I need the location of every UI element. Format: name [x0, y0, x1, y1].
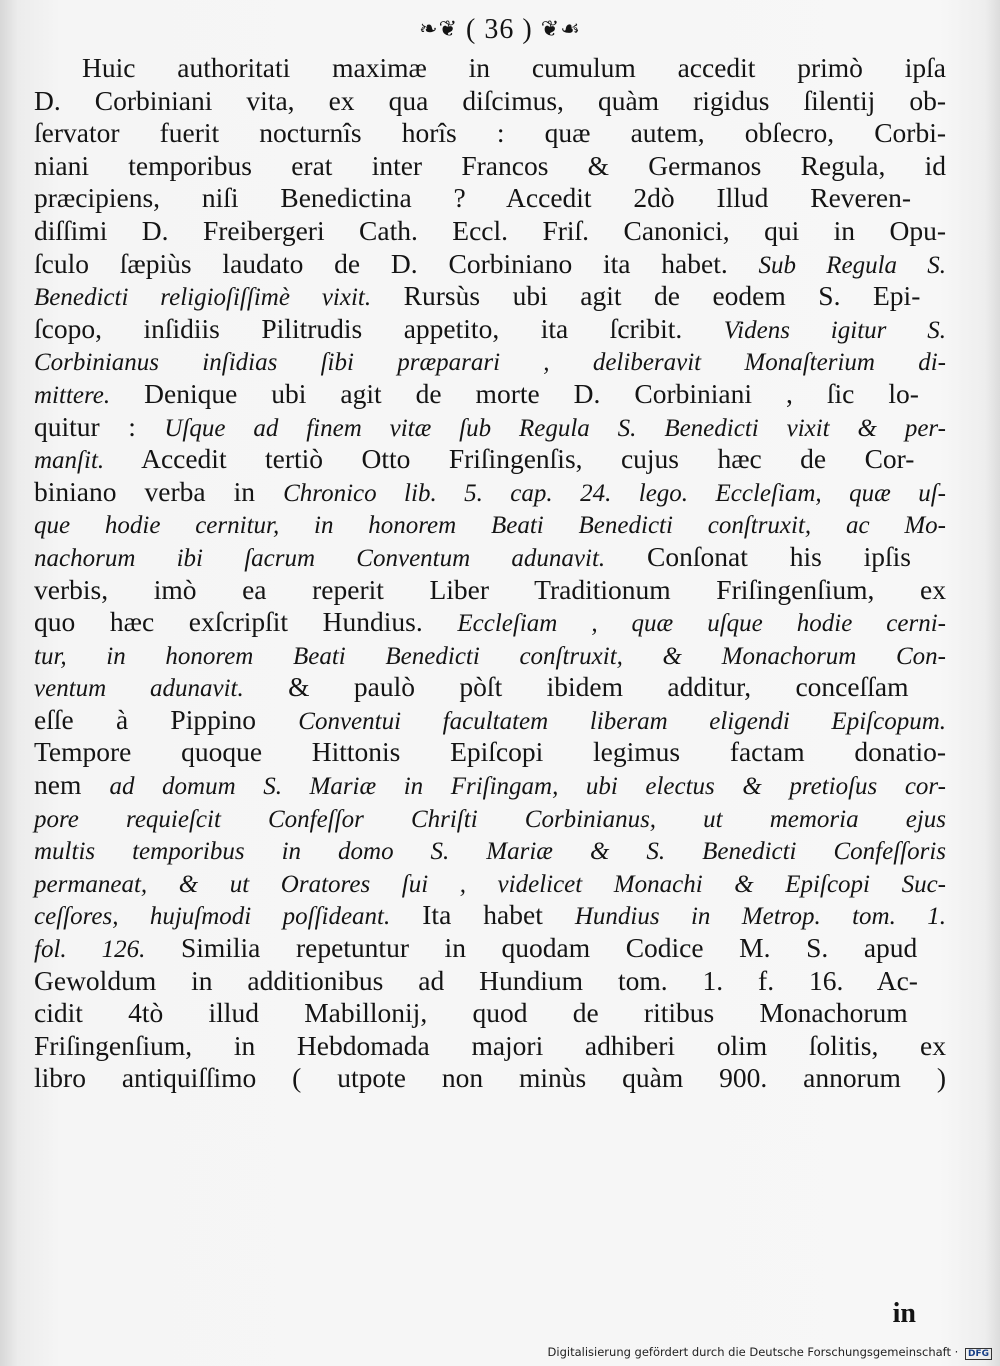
text-segment: & paulò pòſt ibidem additur, conceſſam — [243, 671, 909, 703]
text-line — [34, 150, 946, 183]
page-number: ( 36 ) — [466, 14, 533, 45]
text-segment: ſervator fuerit nocturnîs horîs : quæ autem, obſecro, Corbi- — [34, 117, 946, 149]
text-segment: Huic authoritati maximæ in cumulum accedit primò ipſa — [82, 52, 946, 83]
text-line — [34, 997, 946, 1030]
text-line — [34, 671, 946, 704]
italic-segment: mittere. — [34, 381, 111, 409]
text-line — [34, 606, 946, 639]
italic-segment: fol. 126. — [34, 936, 146, 964]
italic-segment: ventum adunavit. — [34, 675, 244, 703]
italic-segment: ceſſores, hujuſmodi poſſideant. — [34, 903, 391, 931]
left-ornament-icon: ❧❦ — [419, 17, 459, 42]
text-line — [34, 378, 946, 411]
text-line — [34, 541, 946, 574]
text-line — [34, 1030, 946, 1063]
text-segment: Rursùs ubi agit de eodem S. Epi- — [371, 280, 921, 312]
text-line — [34, 508, 946, 541]
text-segment: ſculo ſæpiùs laudato de D. Corbiniano ita habet. — [34, 247, 759, 279]
italic-segment: Benedicti religioſiſſimè vixit. — [34, 284, 372, 312]
text-segment: Friſingenſium, in Hebdomada majori adhiberi olim ſolitis, ex — [34, 1029, 946, 1061]
text-segment: quitur : — [34, 410, 165, 442]
text-line — [34, 867, 946, 900]
italic-segment: nachorum ibi ſacrum Conventum adunavit. — [34, 544, 606, 572]
text-segment: verbis, imò ea reperit Liber Traditionum Friſingenſium, ex — [34, 573, 946, 605]
italic-segment: ad domum S. Mariæ in Friſingam, ubi electus & pretioſus cor- — [109, 773, 946, 801]
text-line — [34, 769, 946, 802]
text-segment: Tempore quoque Hittonis Epiſcopi legimus factam donatio- — [34, 736, 946, 768]
text-line — [34, 85, 946, 118]
text-line — [34, 345, 946, 378]
text-line — [34, 117, 946, 150]
text-segment: libro antiquiſſimo ( utpote non minùs quàm 900. annorum ) — [34, 1062, 946, 1094]
italic-segment: Videns igitur S. — [723, 316, 946, 344]
text-line — [34, 215, 946, 248]
text-segment: Ita habet — [390, 899, 575, 931]
text-line — [34, 280, 946, 313]
text-segment: cidit 4tò illud Mabillonij, quod de ritibus Monachorum — [34, 997, 908, 1029]
text-line — [34, 834, 946, 867]
digitization-credit — [548, 1345, 992, 1360]
italic-segment: que hodie cernitur, in honorem Beati Benedicti conſtruxit, ac Mo- — [34, 512, 946, 540]
italic-segment: Hundius in Metrop. tom. 1. — [574, 903, 947, 931]
text-segment: D. Corbiniani vita, ex qua diſcimus, quàm rigidus ſilentij ob- — [34, 84, 946, 116]
text-line — [34, 899, 946, 932]
text-line — [34, 704, 946, 737]
text-segment: Gewoldum in additionibus ad Hundium tom. 1. f. 16. Ac- — [34, 964, 918, 996]
italic-segment: manſit. — [34, 447, 105, 475]
italic-segment: Chronico lib. 5. cap. 24. lego. Eccleſiam, quæ uſ- — [283, 479, 946, 507]
text-segment: nem — [34, 769, 110, 801]
italic-segment: Corbinianus inſidias ſibi præparari , deliberavit Monaſterium di- — [34, 349, 946, 377]
text-segment: biniano verba in — [34, 475, 284, 507]
text-line — [34, 182, 946, 215]
text-segment: Denique ubi agit de morte D. Corbiniani , ſic lo- — [110, 377, 919, 409]
italic-segment: Uſque ad finem vitæ ſub Regula S. Benedicti vixit & per- — [164, 414, 946, 442]
dfg-logo: DFG — [965, 1348, 992, 1360]
text-line — [34, 313, 946, 346]
text-line — [34, 736, 946, 769]
text-line — [34, 965, 946, 998]
text-line — [34, 1062, 946, 1095]
italic-segment: Eccleſiam , quæ uſque hodie cerni- — [457, 610, 946, 638]
italic-segment: Sub Regula S. — [758, 251, 946, 279]
italic-segment: tur, in honorem Beati Benedicti conſtruxit, & Monachorum Con- — [34, 642, 946, 670]
right-ornament-icon: ❦☙ — [540, 17, 581, 42]
text-line — [34, 443, 946, 476]
text-segment: præcipiens, niſi Benedictina ? Accedit 2dò Illud Reveren- — [34, 182, 912, 214]
text-segment: eſſe à Pippino — [34, 703, 299, 735]
text-segment: Conſonat his ipſis — [605, 540, 912, 572]
text-segment: diſſimi D. Freibergeri Cath. Eccl. Friſ. Canonici, qui in Opu- — [34, 214, 946, 246]
catchword: in — [892, 1298, 916, 1329]
text-line — [34, 639, 946, 672]
text-line — [34, 932, 946, 965]
text-line — [34, 248, 946, 281]
text-line — [34, 476, 946, 509]
body-text — [34, 52, 946, 1095]
text-segment: quo hæc exſcripſit Hundius. — [34, 606, 458, 638]
text-segment: ſcopo, inſidiis Pilitrudis appetito, ita ſcribit. — [34, 312, 724, 344]
text-segment: Similia repetuntur in quodam Codice M. S. apud — [145, 932, 918, 964]
text-line — [34, 802, 946, 835]
text-line — [34, 52, 946, 85]
text-segment: niani temporibus erat inter Francos & Germanos Regula, id — [34, 149, 946, 181]
text-line — [34, 574, 946, 607]
text-line — [34, 411, 946, 444]
page-header — [0, 14, 1000, 46]
italic-segment: permaneat, & ut Oratores ſui , videlicet Monachi & Epiſcopi Suc- — [34, 870, 946, 898]
text-segment: Accedit tertiò Otto Friſingenſis, cujus hæc de Cor- — [104, 443, 915, 475]
italic-segment: multis temporibus in domo S. Mariæ & S. Benedicti Confeſſoris — [34, 838, 946, 866]
italic-segment: pore requieſcit Confeſſor Chriſti Corbinianus, ut memoria ejus — [34, 805, 946, 833]
credit-text: Digitalisierung gefördert durch die Deutsche Forschungsgemeinschaft · — [547, 1345, 959, 1359]
italic-segment: Conventui facultatem liberam eligendi Epiſcopum. — [298, 707, 946, 735]
